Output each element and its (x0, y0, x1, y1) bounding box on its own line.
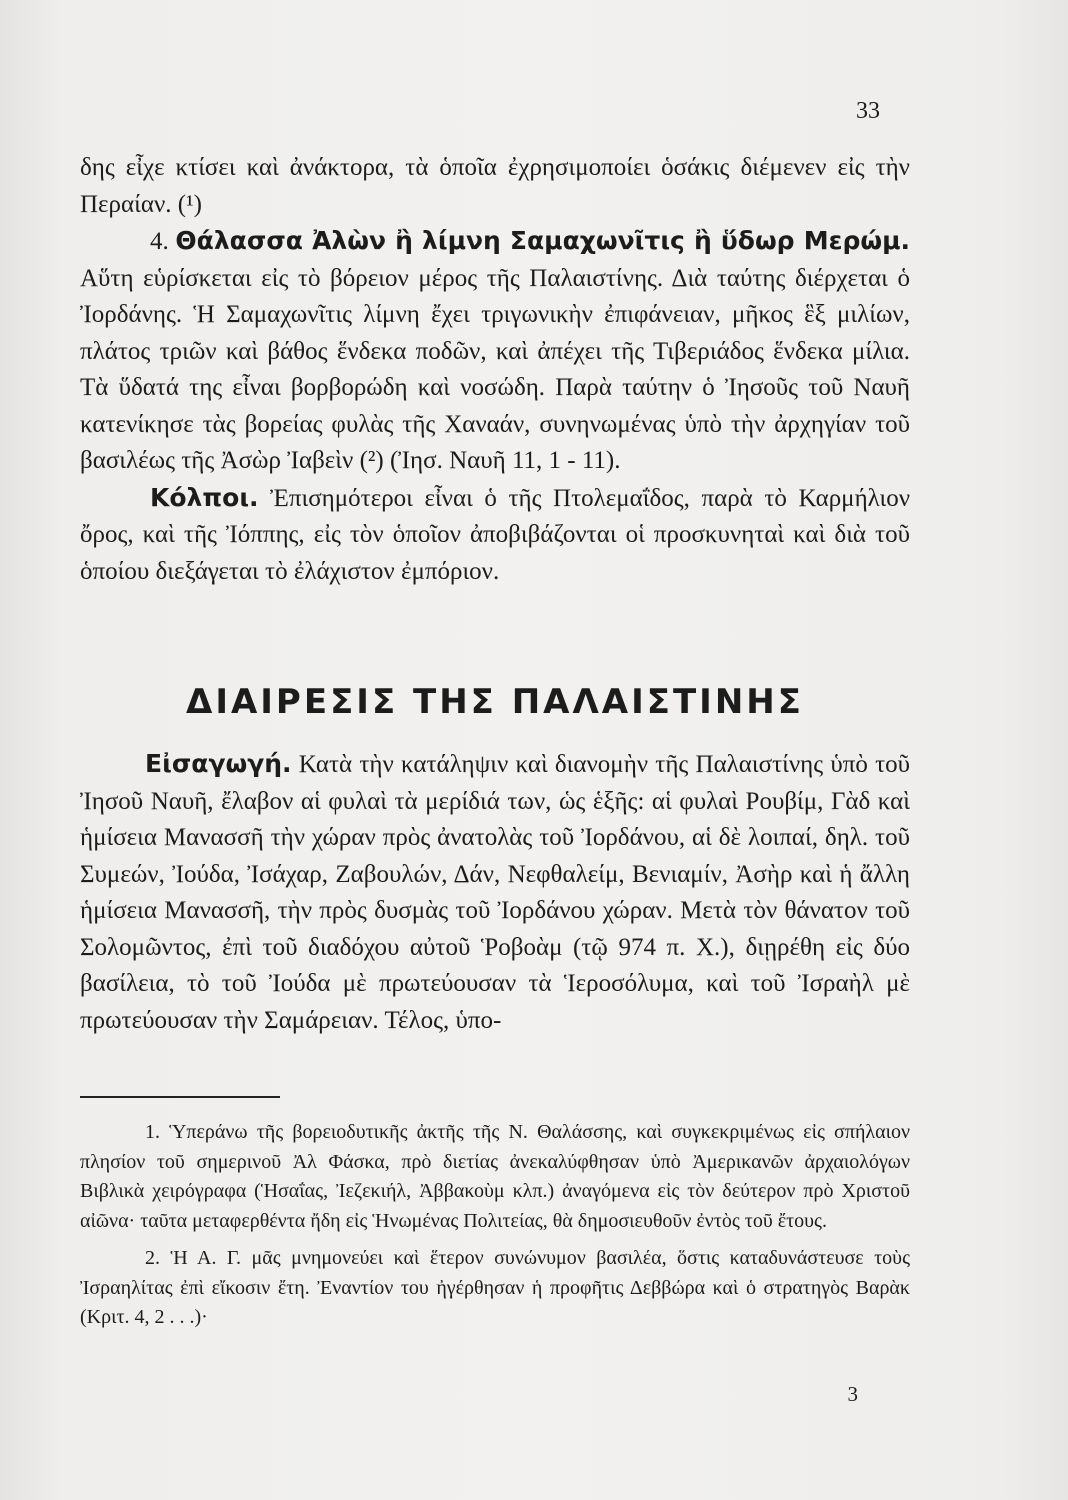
footnote-divider (80, 1096, 280, 1098)
paragraph-gulfs (80, 480, 910, 591)
paragraph-lake (80, 223, 910, 480)
paragraph-continuation (80, 150, 910, 223)
footnote-2: 2. Ἡ Α. Γ. μᾶς μνημονεύει καὶ ἕτερον συνώνυμον βασιλέα, ὅστις καταδυνάστευσε τοὺς Ἰσραηλίτας ἐπὶ εἴκοσιν ἔτη. Ἐναντίον του ἠγέρθησαν ἡ προφῆτις Δεββώρα καὶ ὁ στρατηγὸς Βαρὰκ (Κριτ. 4, 2 . . .)· (80, 1247, 910, 1328)
footnotes (80, 1118, 910, 1341)
lake-text: Αὕτη εὑρίσκεται εἰς τὸ βόρειον μέρος τῆς Παλαιστίνης. Διὰ ταύτης διέρχεται ὁ Ἰορδάνης. Ἡ Σαμαχωνῖτις λίμνη ἔχει τριγωνικὴν ἐπιφάνειαν, μῆκος ἓξ μιλίων, πλάτος τριῶν καὶ βάθος ἕνδεκα ποδῶν, καὶ ἀπέχει τῆς Τιβεριάδος ἕνδεκα μίλια. Τὰ ὕδατά της εἶναι βορβορώδη καὶ νοσώδη. Παρὰ ταύτην ὁ Ἰησοῦς τοῦ Ναυῆ κατενίκησε τὰς βορείας φυλὰς τῆς Χαναάν, συνηνωμένας ὑπὸ τὴν ἀρχηγίαν τοῦ βασιλέως τῆς Ἀσὼρ Ἰαβεὶν (²) (Ἰησ. Ναυῆ 11, 1 - 11). (80, 264, 910, 474)
paragraph-intro (80, 746, 910, 1039)
gulfs-text: Ἐπισημότεροι εἶναι ὁ τῆς Πτολεμαΐδος, παρὰ τὸ Καρμήλιον ὄρος, καὶ τῆς Ἰόππης, εἰς τὸν ὁποῖον ἀποβιβάζονται οἱ προσκυνηταὶ καὶ διὰ τοῦ ὁποίου διεξάγεται τὸ ἐλάχιστον ἐμπόριον. (80, 484, 910, 585)
gulfs-heading: Κόλποι. (150, 482, 259, 512)
section-title: ΔΙΑΙΡΕΣΙΣ ΤΗΣ ΠΑΛΑΙΣΤΙΝΗΣ (186, 682, 804, 722)
page-number: 33 (856, 98, 880, 124)
intro-text-block (80, 746, 910, 1039)
top-text-block (80, 150, 910, 590)
intro-heading: Εἰσαγωγή. (145, 749, 292, 778)
signature-mark: 3 (847, 1382, 858, 1406)
paragraph-continuation-text: δης εἶχε κτίσει καὶ ἀνάκτορα, τὰ ὁποῖα ἐχρησιμοποίει ὁσάκις διέμενεν εἰς τὴν Περαίαν. (¹) (80, 154, 910, 218)
lake-heading: Θάλασσα Ἀλὼν ἢ λίμνη Σαμαχωνῖτις ἢ ὕδωρ Μερώμ. (175, 226, 911, 255)
lake-number: 4. (150, 228, 169, 255)
intro-text: Κατὰ τὴν κατάληψιν καὶ διανομὴν τῆς Παλαιστίνης ὑπὸ τοῦ Ἰησοῦ Ναυῆ, ἔλαβον αἱ φυλαὶ τὰ μερίδιά των, ὡς ἑξῆς: αἱ φυλαὶ Ρουβίμ, Γὰδ καὶ ἡμίσεια Μανασσῆ τὴν χώραν πρὸς ἀνατολὰς τοῦ Ἰορδάνου, αἱ δὲ λοιπαί, δηλ. τοῦ Συμεών, Ἰούδα, Ἰσάχαρ, Ζαβουλών, Δάν, Νεφθαλείμ, Βενιαμίν, Ἀσὴρ καὶ ἡ ἄλλη ἡμίσεια Μανασσῆ, τὴν πρὸς δυσμὰς τοῦ Ἰορδάνου χώραν. Μετὰ τὸν θάνατον τοῦ Σολομῶντος, ἐπὶ τοῦ διαδόχου αὐτοῦ Ῥοβοὰμ (τῷ 974 π. Χ.), διῃρέθη εἰς δύο βασίλεια, τὸ τοῦ Ἰούδα μὲ πρωτεύουσαν τὰ Ἱεροσόλυμα, καὶ τοῦ Ἰσραὴλ μὲ πρωτεύουσαν τὴν Σαμάρειαν. Τέλος, ὑπο- (80, 751, 911, 1034)
footnote-1: 1. Ὑπεράνω τῆς βορειοδυτικῆς ἀκτῆς τῆς Ν. Θαλάσσης, καὶ συγκεκριμένως εἰς σπήλαιον πλησίον τοῦ σημερινοῦ Ἀλ Φάσκα, πρὸ διετίας ἀνεκαλύφθησαν ὑπὸ Ἀμερικανῶν ἀρχαιολόγων Βιβλικὰ χειρόγραφα (Ἡσαΐας, Ἰεζεκιήλ, Ἀββακοὺμ κλπ.) ἀναγόμενα εἰς τὸν δεύτερον πρὸ Χριστοῦ αἰῶνα· ταῦτα μεταφερθέντα ἤδη εἰς Ἡνωμένας Πολιτείας, θὰ δημοσιευθοῦν ἐντὸς τοῦ ἔτους. (80, 1121, 910, 1232)
